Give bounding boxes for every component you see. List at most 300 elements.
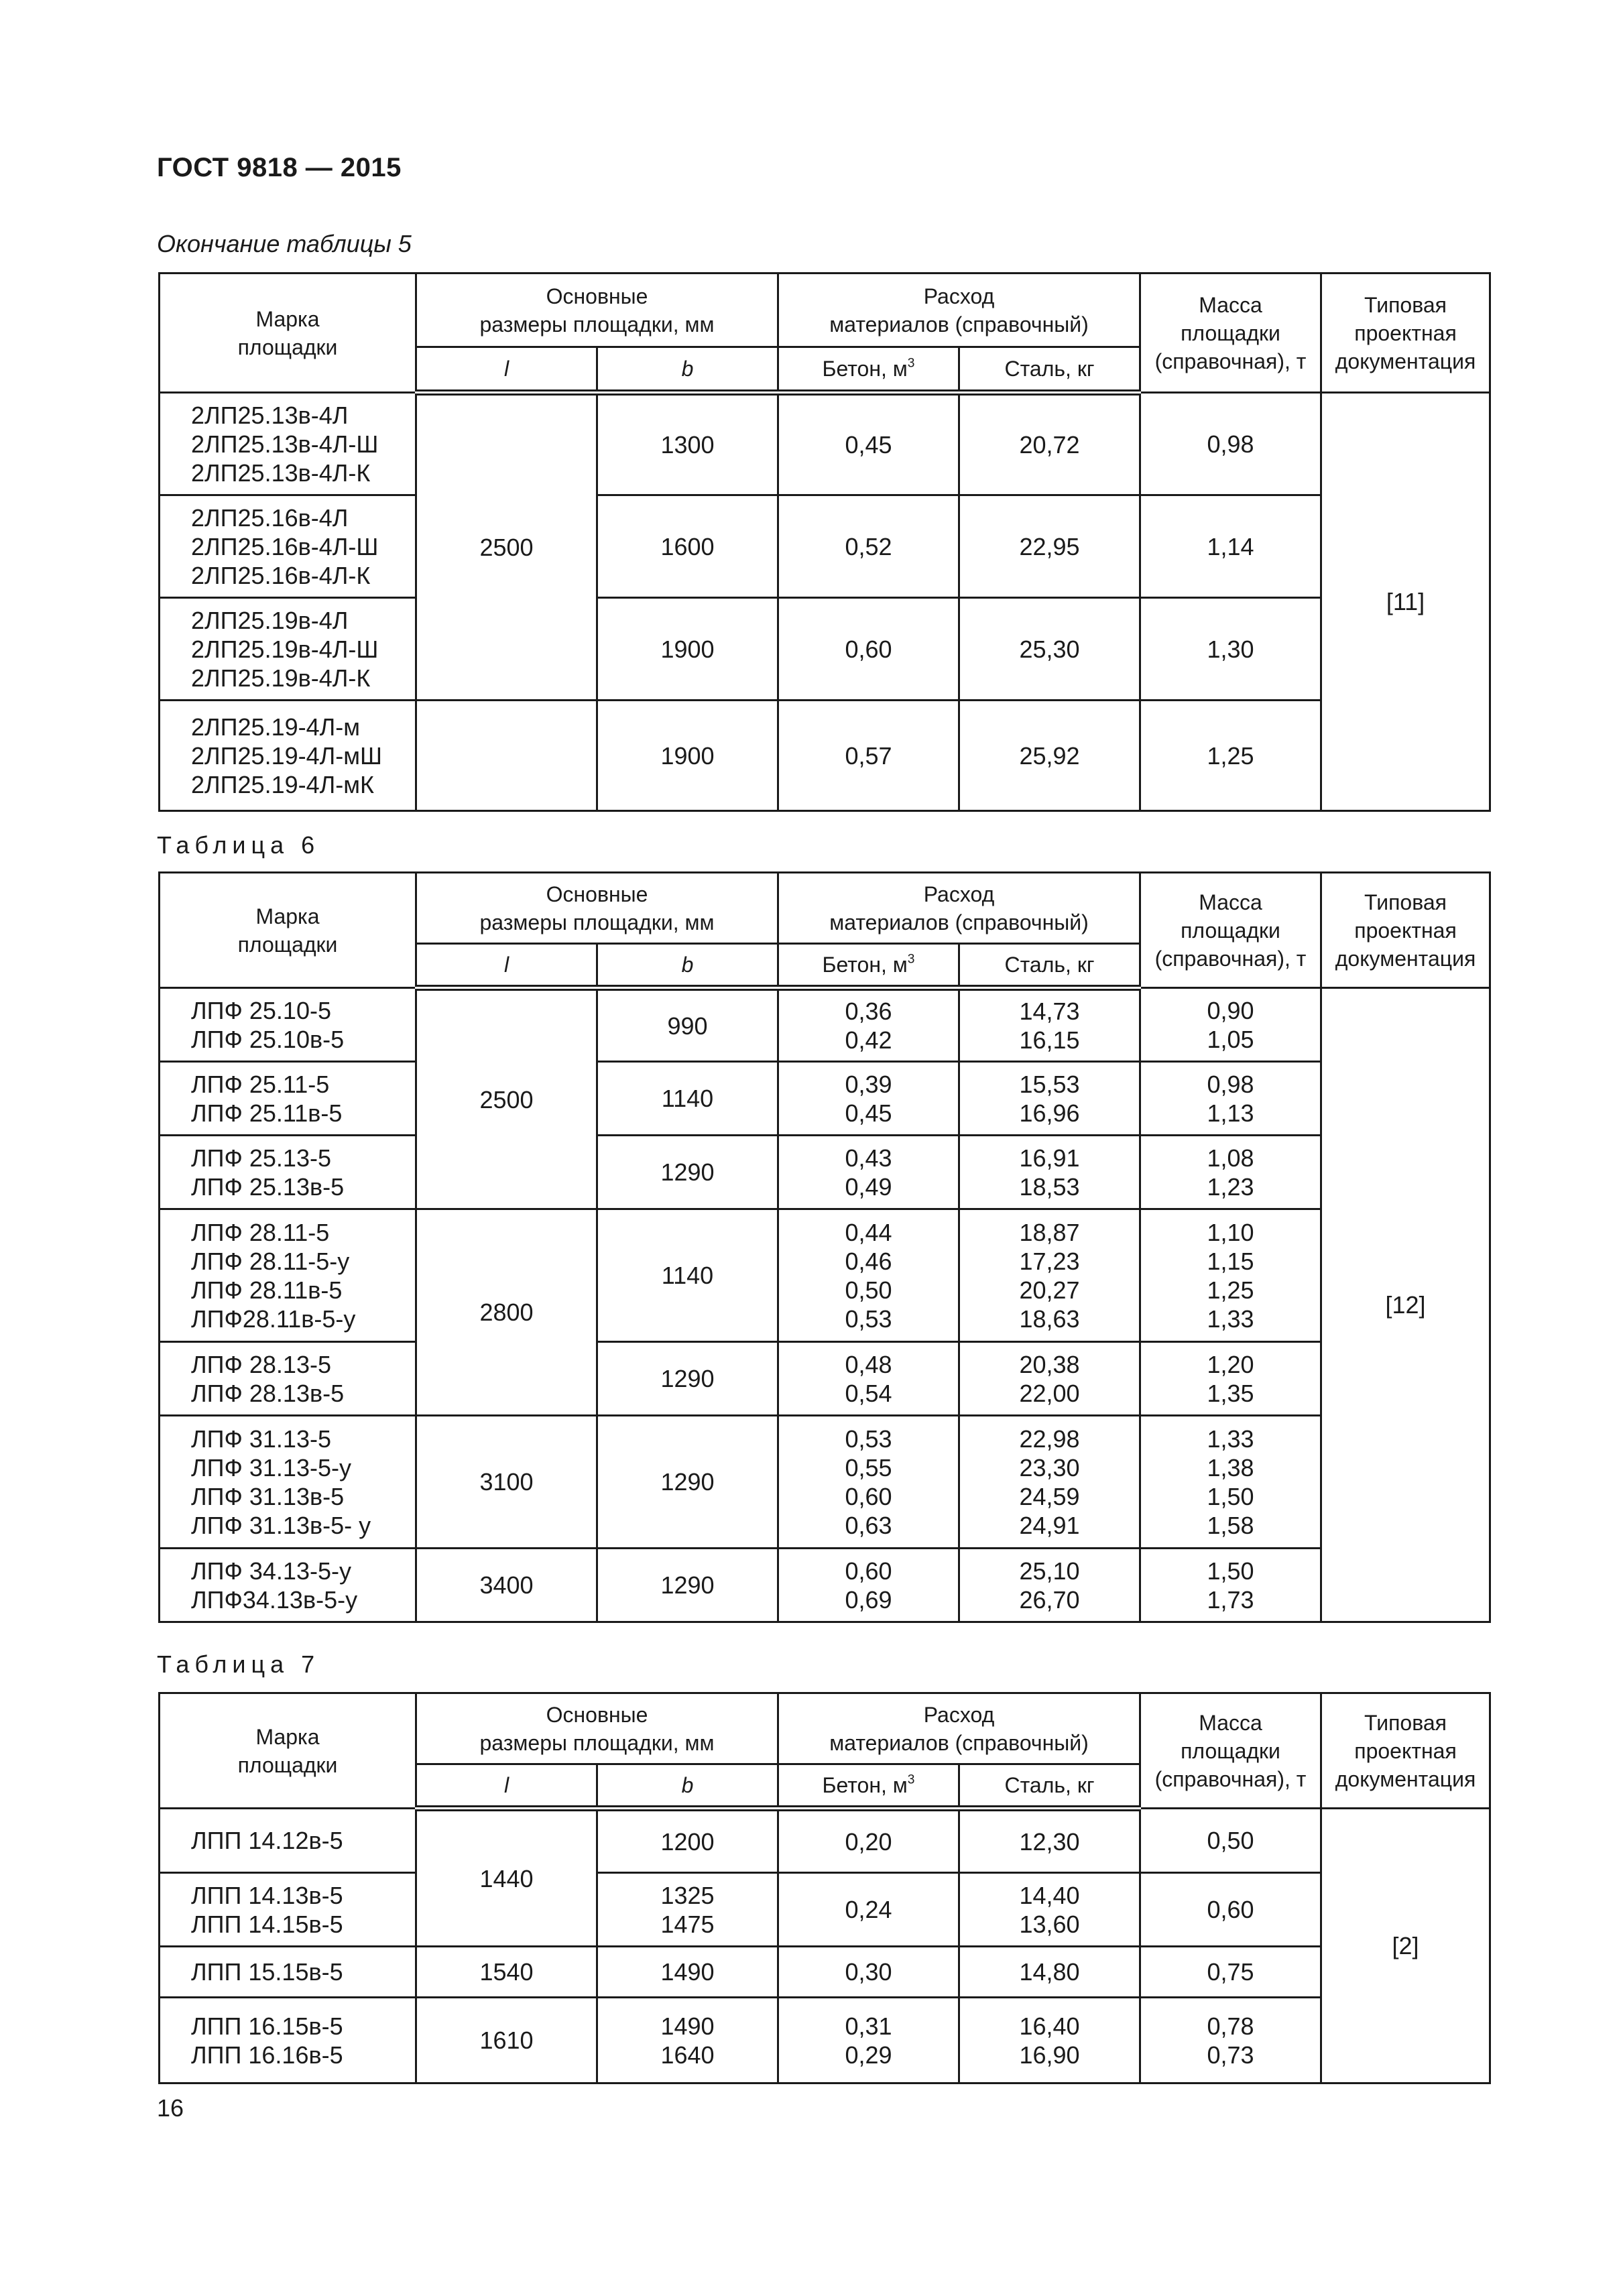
text-line: ЛПФ34.13в-5-у	[191, 1585, 358, 1614]
cell-text	[783, 1144, 954, 1201]
cell-text	[783, 1350, 954, 1408]
column-header-mass	[1140, 873, 1321, 988]
cell-concrete	[778, 1416, 959, 1549]
page-number: 16	[157, 2094, 184, 2122]
text-line: 20,27	[1019, 1276, 1080, 1304]
cell-mark	[160, 1998, 416, 2083]
cell-mass	[1140, 1136, 1321, 1209]
text-line: проектная	[1354, 1738, 1457, 1763]
text-line: ЛПФ 28.13в-5	[191, 1379, 345, 1407]
text-line: 1,33	[1207, 1305, 1254, 1333]
table-6	[158, 871, 1491, 1623]
text-line: ЛПП 14.12в-5	[191, 1827, 343, 1854]
text-line: Основные	[546, 882, 648, 906]
table-row	[160, 988, 1490, 1062]
cell-b: 990	[597, 988, 778, 1062]
cell-steel	[959, 1416, 1140, 1549]
table-row	[160, 1947, 1490, 1998]
cell-text	[1145, 1350, 1316, 1408]
cell-steel	[959, 1342, 1140, 1416]
cell-concrete	[778, 1209, 959, 1342]
cell-concrete	[778, 1136, 959, 1209]
text-line: 0,48	[845, 1350, 892, 1378]
cell-mass: 0,50	[1140, 1809, 1321, 1873]
text-line: 1,35	[1207, 1379, 1254, 1407]
text-line: 0,98	[1207, 1070, 1254, 1098]
cell-mass: 0,60	[1140, 1873, 1321, 1947]
table-row	[160, 1136, 1490, 1209]
cell-mass: 0,75	[1140, 1947, 1321, 1998]
column-header-docs	[1321, 274, 1490, 393]
cell-b: 1300	[597, 393, 778, 495]
text-line: ЛПФ 28.11-5-у	[191, 1247, 350, 1275]
text-line: (справочная), т	[1154, 946, 1307, 971]
text-line: площадки	[1181, 1738, 1280, 1763]
text-line: 16,96	[1019, 1099, 1080, 1127]
text-line: 0,90	[1207, 996, 1254, 1024]
cell-text	[1145, 2012, 1316, 2069]
cell-mass: 0,98	[1140, 393, 1321, 495]
unit-superscript: 3	[907, 356, 915, 371]
cell-b	[597, 1873, 778, 1947]
text-line: Основные	[546, 1702, 648, 1727]
column-header-l: l	[416, 1764, 597, 1809]
cell-concrete	[778, 1342, 959, 1416]
table-caption: Таблица 6	[157, 831, 320, 859]
cell-text	[191, 503, 411, 590]
cell-steel: 20,72	[959, 393, 1140, 495]
cell-steel	[959, 1998, 1140, 2083]
cell-text	[191, 401, 411, 487]
column-header-materials	[778, 873, 1140, 944]
text-line: материалов (справочный)	[829, 312, 1089, 337]
text-line: 0,69	[845, 1585, 892, 1614]
cell-text	[191, 1826, 411, 1855]
table-row	[160, 1549, 1490, 1622]
table-row	[160, 1342, 1490, 1416]
header-text	[1326, 1709, 1485, 1793]
cell-text	[964, 1070, 1135, 1128]
text-line: 0,49	[845, 1172, 892, 1201]
cell-mass	[1140, 1549, 1321, 1622]
text-line: 2ЛП25.19в-4Л-К	[191, 664, 371, 692]
text-line: 0,73	[1207, 2041, 1254, 2069]
text-line: 1,73	[1207, 1585, 1254, 1614]
text-line: 0,55	[845, 1453, 892, 1482]
cell-b: 1600	[597, 495, 778, 598]
cell-text	[191, 1425, 411, 1540]
cell-text	[191, 1957, 411, 1986]
cell-mass: 1,14	[1140, 495, 1321, 598]
text-line: 18,53	[1019, 1172, 1080, 1201]
cell-mass	[1140, 1062, 1321, 1136]
table-5	[158, 272, 1491, 812]
cell-mark	[160, 1136, 416, 1209]
cell-mark	[160, 1342, 416, 1416]
unit-superscript: 3	[907, 1772, 915, 1787]
column-header-l: l	[416, 944, 597, 988]
cell-text	[964, 1218, 1135, 1333]
cell-text	[964, 1425, 1135, 1540]
table-7	[158, 1692, 1491, 2084]
text-line: 13,60	[1019, 1910, 1080, 1938]
header-text	[1145, 291, 1316, 375]
text-line: 16,90	[1019, 2041, 1080, 2069]
cell-l: 3100	[416, 1416, 597, 1549]
cell-steel: 25,92	[959, 701, 1140, 811]
text-line: материалов (справочный)	[829, 910, 1089, 934]
text-line: 0,78	[1207, 2012, 1254, 2040]
text-line: 1,05	[1207, 1025, 1254, 1053]
table-row	[160, 1209, 1490, 1342]
concrete-label: Бетон, м	[822, 953, 908, 977]
cell-mass	[1140, 1342, 1321, 1416]
text-line: 2ЛП25.19в-4Л-Ш	[191, 635, 379, 663]
text-line: ЛПП 15.15в-5	[191, 1958, 343, 1986]
text-line: 0,54	[845, 1379, 892, 1407]
table-row	[160, 1062, 1490, 1136]
cell-text	[783, 997, 954, 1054]
column-header-materials	[778, 1693, 1140, 1764]
cell-text	[191, 1350, 411, 1408]
text-line: Масса	[1199, 890, 1262, 914]
cell-mark	[160, 495, 416, 598]
cell-text	[191, 1144, 411, 1201]
text-line: 1,23	[1207, 1172, 1254, 1201]
cell-l: 2500	[416, 393, 597, 701]
cell-text	[783, 1557, 954, 1614]
table-row	[160, 1873, 1490, 1947]
text-line: Типовая	[1364, 1710, 1447, 1735]
cell-text	[191, 1557, 411, 1614]
cell-concrete: 0,52	[778, 495, 959, 598]
column-header-mark	[160, 873, 416, 988]
cell-mass	[1140, 1209, 1321, 1342]
cell-mass: 1,25	[1140, 701, 1321, 811]
header-text	[1326, 291, 1485, 375]
cell-text	[1145, 1425, 1316, 1540]
table-caption: Таблица 7	[157, 1650, 320, 1678]
cell-mark	[160, 1947, 416, 1998]
cell-doc-ref: [2]	[1321, 1809, 1490, 2083]
text-line: 14,40	[1019, 1881, 1080, 1909]
table-row	[160, 393, 1490, 495]
cell-steel	[959, 1209, 1140, 1342]
text-line: ЛПФ 25.11в-5	[191, 1099, 343, 1127]
text-line: ЛПФ 25.11-5	[191, 1070, 330, 1098]
cell-steel	[959, 1136, 1140, 1209]
text-line: проектная	[1354, 320, 1457, 345]
text-line: 2ЛП25.13в-4Л-Ш	[191, 430, 379, 458]
cell-b: 1200	[597, 1809, 778, 1873]
text-line: ЛПФ 25.10в-5	[191, 1025, 345, 1053]
cell-steel	[959, 1549, 1140, 1622]
cell-l: 2500	[416, 988, 597, 1209]
cell-b: 1140	[597, 1209, 778, 1342]
cell-mass	[1140, 1416, 1321, 1549]
text-line: ЛПФ 31.13в-5	[191, 1482, 345, 1510]
table-row	[160, 495, 1490, 598]
cell-text	[191, 1881, 411, 1939]
cell-text	[964, 2012, 1135, 2069]
cell-mark	[160, 1209, 416, 1342]
text-line: 1490	[660, 2012, 715, 2040]
text-line: 20,38	[1019, 1350, 1080, 1378]
cell-text	[1145, 1144, 1316, 1201]
table-row	[160, 1416, 1490, 1549]
text-line: 0,50	[845, 1276, 892, 1304]
column-header-l: l	[416, 347, 597, 393]
text-line: 1,33	[1207, 1425, 1254, 1453]
table-row	[160, 701, 1490, 811]
cell-concrete	[778, 1549, 959, 1622]
text-line: площадки	[237, 932, 338, 957]
cell-l: 1540	[416, 1947, 597, 1998]
concrete-label: Бетон, м	[822, 357, 908, 381]
cell-concrete: 0,24	[778, 1873, 959, 1947]
text-line: 1,10	[1207, 1218, 1254, 1246]
cell-text	[602, 1881, 773, 1939]
text-line: 1640	[660, 2041, 715, 2069]
text-line: Марка	[255, 904, 320, 928]
cell-text	[783, 1218, 954, 1333]
text-line: 1,20	[1207, 1350, 1254, 1378]
text-line: 2ЛП25.19-4Л-м	[191, 713, 360, 741]
cell-text	[191, 713, 411, 799]
text-line: 16,40	[1019, 2012, 1080, 2040]
text-line: 0,53	[845, 1305, 892, 1333]
text-line: 0,42	[845, 1026, 892, 1054]
text-line: площадки	[237, 1752, 338, 1777]
text-line: 2ЛП25.16в-4Л-К	[191, 561, 371, 589]
text-line: ЛПФ 25.13-5	[191, 1144, 331, 1172]
text-line: 23,30	[1019, 1453, 1080, 1482]
cell-doc-ref: [11]	[1321, 393, 1490, 811]
text-line: площадки	[1181, 918, 1280, 943]
column-header-steel: Сталь, кг	[959, 1764, 1140, 1809]
text-line: Марка	[255, 306, 320, 331]
text-line: 0,31	[845, 2012, 892, 2040]
cell-mark	[160, 988, 416, 1062]
cell-b: 1290	[597, 1136, 778, 1209]
header-text	[421, 282, 773, 339]
cell-mark	[160, 1062, 416, 1136]
text-line: 18,87	[1019, 1218, 1080, 1246]
text-line: Основные	[546, 284, 648, 308]
cell-steel: 25,30	[959, 598, 1140, 701]
text-line: 22,98	[1019, 1425, 1080, 1453]
cell-mark	[160, 598, 416, 701]
cell-b: 1490	[597, 1947, 778, 1998]
cell-l: 3400	[416, 1549, 597, 1622]
table-caption: Окончание таблицы 5	[157, 230, 412, 257]
text-line: ЛПП 14.15в-5	[191, 1910, 343, 1938]
cell-concrete: 0,60	[778, 598, 959, 701]
text-line: ЛПФ 28.13-5	[191, 1350, 331, 1378]
column-header-concrete	[778, 944, 959, 988]
text-line: ЛПФ 28.11в-5	[191, 1276, 343, 1304]
header-text	[1145, 888, 1316, 973]
cell-concrete: 0,20	[778, 1809, 959, 1873]
table-row	[160, 1809, 1490, 1873]
text-line: ЛПФ 25.10-5	[191, 996, 331, 1024]
cell-text	[191, 2012, 411, 2069]
cell-text	[1145, 1218, 1316, 1333]
cell-text	[783, 1070, 954, 1128]
table-row	[160, 1998, 1490, 2083]
text-line: ЛПФ 31.13в-5- у	[191, 1511, 371, 1539]
cell-text	[783, 1425, 954, 1540]
text-line: 1,13	[1207, 1099, 1254, 1127]
text-line: площадки	[237, 335, 338, 359]
text-line: ЛПП 14.13в-5	[191, 1881, 343, 1909]
cell-b: 1290	[597, 1342, 778, 1416]
header-text	[421, 880, 773, 936]
cell-b: 1900	[597, 598, 778, 701]
cell-text	[1145, 1557, 1316, 1614]
header-text	[421, 1701, 773, 1757]
text-line: 1,15	[1207, 1247, 1254, 1275]
column-header-steel: Сталь, кг	[959, 347, 1140, 393]
text-line: ЛПФ 34.13-5-у	[191, 1557, 351, 1585]
text-line: документация	[1335, 349, 1476, 373]
column-header-materials	[778, 274, 1140, 347]
text-line: ЛПФ 28.11-5	[191, 1218, 330, 1246]
text-line: 1475	[660, 1910, 715, 1938]
document-header: ГОСТ 9818 — 2015	[157, 153, 402, 182]
text-line: (справочная), т	[1154, 1766, 1307, 1791]
text-line: 24,91	[1019, 1511, 1080, 1539]
text-line: 22,00	[1019, 1379, 1080, 1407]
cell-text	[964, 1350, 1135, 1408]
text-line: документация	[1335, 946, 1476, 971]
cell-text	[191, 1218, 411, 1333]
text-line: размеры площадки, мм	[479, 910, 715, 934]
cell-concrete: 0,57	[778, 701, 959, 811]
cell-text	[964, 1144, 1135, 1201]
text-line: ЛПП 16.16в-5	[191, 2041, 343, 2069]
text-line: 2ЛП25.13в-4Л-К	[191, 459, 371, 487]
unit-superscript: 3	[907, 952, 915, 967]
header-text	[1326, 888, 1485, 973]
text-line: Расход	[923, 284, 995, 308]
cell-mark	[160, 393, 416, 495]
text-line: 0,45	[845, 1099, 892, 1127]
cell-concrete	[778, 1062, 959, 1136]
cell-text	[191, 1070, 411, 1128]
text-line: 0,39	[845, 1070, 892, 1098]
text-line: документация	[1335, 1766, 1476, 1791]
text-line: 2ЛП25.16в-4Л-Ш	[191, 532, 379, 560]
text-line: 1,08	[1207, 1144, 1254, 1172]
cell-mark	[160, 1873, 416, 1947]
cell-text	[1145, 1070, 1316, 1128]
text-line: 26,70	[1019, 1585, 1080, 1614]
text-line: 0,60	[845, 1557, 892, 1585]
text-line: ЛПФ 31.13-5	[191, 1425, 331, 1453]
cell-b: 1290	[597, 1416, 778, 1549]
cell-l: 2800	[416, 1209, 597, 1416]
text-line: Марка	[255, 1724, 320, 1749]
cell-concrete	[778, 988, 959, 1062]
cell-text	[191, 606, 411, 692]
column-header-docs	[1321, 1693, 1490, 1809]
text-line: 0,53	[845, 1425, 892, 1453]
table-row	[160, 598, 1490, 701]
text-line: 16,15	[1019, 1026, 1080, 1054]
text-line: 0,43	[845, 1144, 892, 1172]
text-line: площадки	[1181, 320, 1280, 345]
text-line: 18,63	[1019, 1305, 1080, 1333]
text-line: 2ЛП25.16в-4Л	[191, 503, 349, 532]
text-line: 16,91	[1019, 1144, 1080, 1172]
text-line: 17,23	[1019, 1247, 1080, 1275]
text-line: 0,60	[845, 1482, 892, 1510]
column-header-size	[416, 274, 778, 347]
column-header-concrete	[778, 1764, 959, 1809]
text-line: 25,10	[1019, 1557, 1080, 1585]
text-line: 0,63	[845, 1511, 892, 1539]
text-line: размеры площадки, мм	[479, 312, 715, 337]
cell-text	[783, 2012, 954, 2069]
text-line: 2ЛП25.19-4Л-мШ	[191, 741, 382, 770]
text-line: Типовая	[1364, 292, 1447, 317]
cell-mark	[160, 701, 416, 811]
header-text	[164, 902, 411, 959]
cell-steel	[959, 988, 1140, 1062]
header-text	[164, 1723, 411, 1779]
text-line: Масса	[1199, 292, 1262, 317]
cell-mass: 1,30	[1140, 598, 1321, 701]
column-header-size	[416, 1693, 778, 1764]
text-line: 0,46	[845, 1247, 892, 1275]
text-line: 1,58	[1207, 1511, 1254, 1539]
text-line: материалов (справочный)	[829, 1730, 1089, 1755]
cell-steel	[959, 1873, 1140, 1947]
text-line: 0,29	[845, 2041, 892, 2069]
text-line: ЛПФ 25.13в-5	[191, 1172, 345, 1201]
header-text	[783, 880, 1135, 936]
text-line: 24,59	[1019, 1482, 1080, 1510]
concrete-label: Бетон, м	[822, 1773, 908, 1797]
header-text	[783, 1701, 1135, 1757]
text-line: 2ЛП25.19-4Л-мК	[191, 770, 374, 798]
column-header-mark	[160, 1693, 416, 1809]
header-text	[1145, 1709, 1316, 1793]
text-line: 0,44	[845, 1218, 892, 1246]
text-line: Расход	[923, 882, 995, 906]
text-line: 1,25	[1207, 1276, 1254, 1304]
column-header-steel: Сталь, кг	[959, 944, 1140, 988]
text-line: ЛПП 16.15в-5	[191, 2012, 343, 2040]
cell-text	[602, 2012, 773, 2069]
text-line: проектная	[1354, 918, 1457, 943]
cell-steel	[959, 1062, 1140, 1136]
text-line: размеры площадки, мм	[479, 1730, 715, 1755]
text-line: Типовая	[1364, 890, 1447, 914]
column-header-mark	[160, 274, 416, 393]
cell-steel: 14,80	[959, 1947, 1140, 1998]
cell-text	[964, 997, 1135, 1054]
column-header-b: b	[597, 347, 778, 393]
cell-l-empty	[416, 701, 597, 811]
text-line: 15,53	[1019, 1070, 1080, 1098]
cell-concrete	[778, 1998, 959, 2083]
cell-concrete: 0,45	[778, 393, 959, 495]
cell-mark	[160, 1549, 416, 1622]
text-line: 1325	[660, 1881, 715, 1909]
text-line: (справочная), т	[1154, 349, 1307, 373]
